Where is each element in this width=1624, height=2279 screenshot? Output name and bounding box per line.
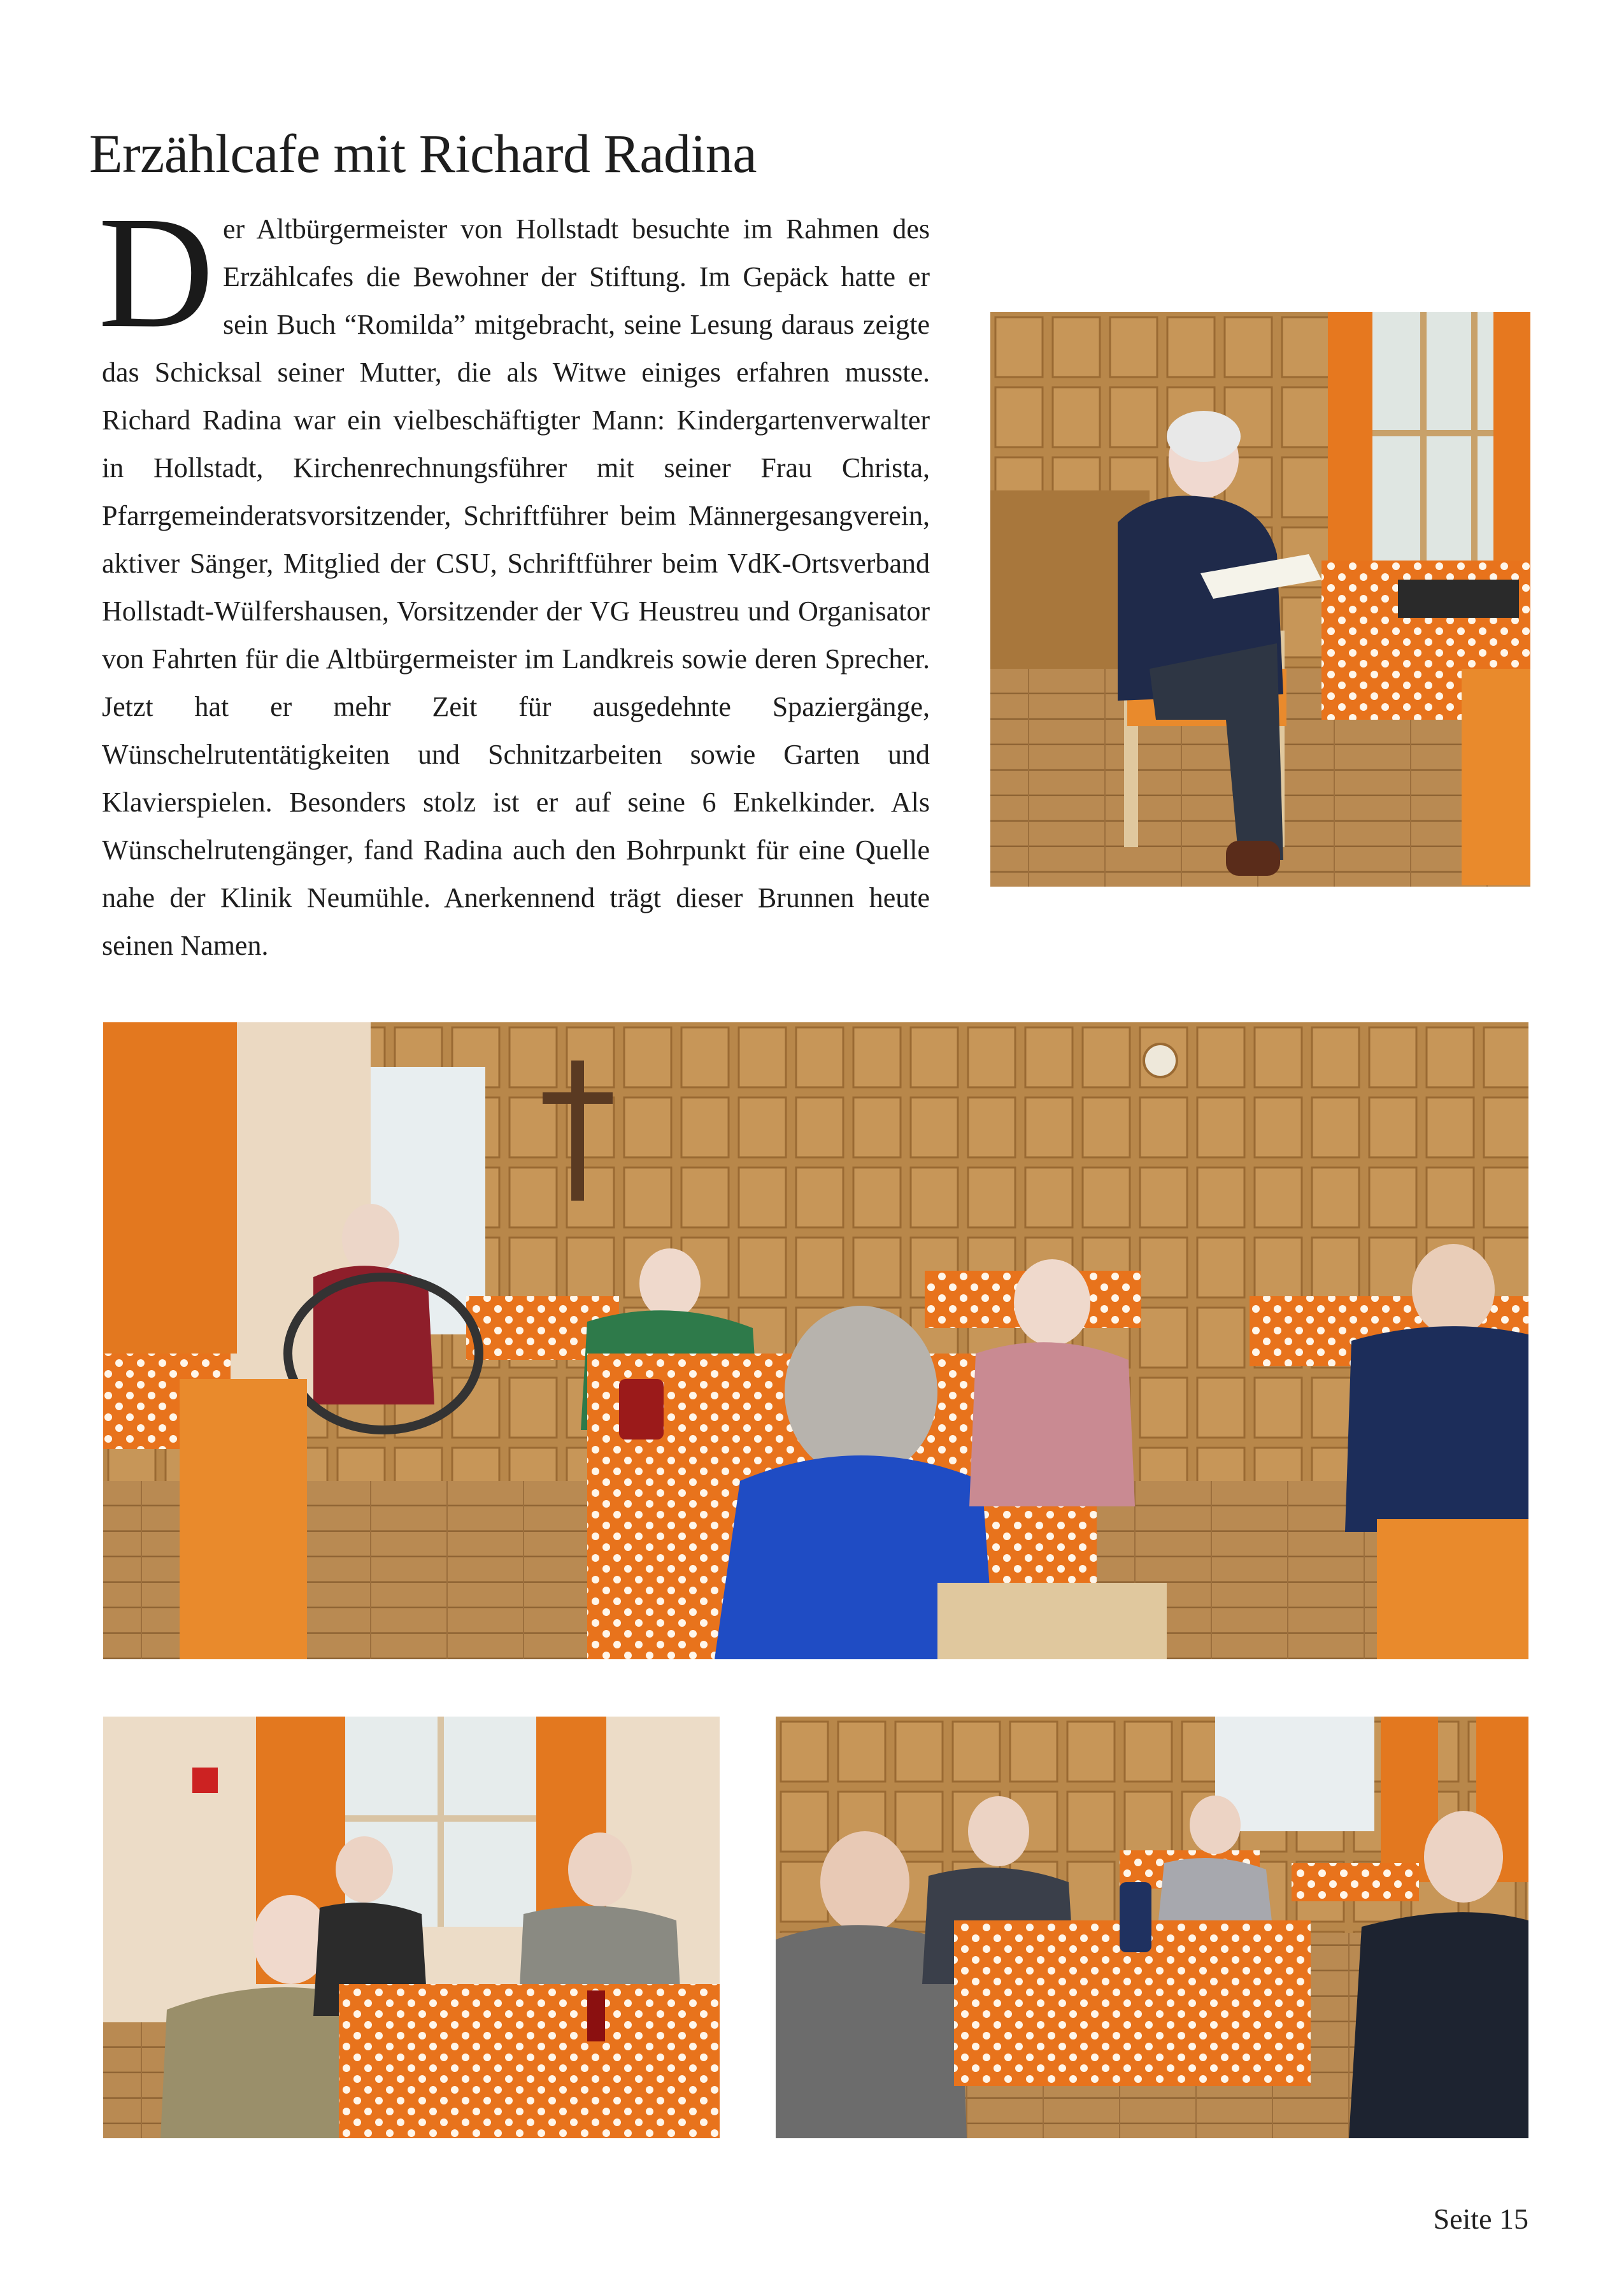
page-number: Seite 15 — [1433, 2203, 1528, 2235]
article-body — [98, 183, 930, 969]
article-title: Erzählcafe mit Richard Radina — [89, 123, 757, 184]
drop-cap: D — [98, 183, 214, 361]
article-text: er Altbürgermeister von Hollstadt besuchte im Rahmen des Erzählcafes die Bewohner der Stiftung. Im Gepäck hatte er sein Buch “Romilda” mitgebracht, seine Lesung daraus zeigte das Schicksal seiner Mutter, die als Witwe einiges erfahren musste. Richard Radina war ein vielbeschäftigter Mann: Kindergartenverwalter in Hollstadt, Kirchenrechnungsführer mit seiner Frau Christa, Pfarrgemeinderatsvorsitzender, Schriftführer beim Männergesangverein, aktiver Sänger, Mitglied der CSU, Schriftführer beim VdK-Ortsverband Hollstadt-Wülfershausen, Vorsitzender der VG Heustreu und Organisator von Fahrten für die Altbürgermeister im Landkreis sowie deren Sprecher. Jetzt hat er mehr Zeit für ausgedehnte Spaziergänge, Wünschelrutentätigkeiten und Schnitzarbeiten sowie Garten und Klavierspielen. Besonders stolz ist er auf seine 6 Enkelkinder. Als Wünschelrutengänger, fand Radina auch den Bohrpunkt für eine Quelle nahe der Klinik Neumühle. Anerkennend trägt dieser Brunnen heute seinen Namen. — [102, 213, 930, 961]
photo-residents-window — [103, 1717, 720, 2138]
photo-speaker-reading — [990, 312, 1530, 887]
photo-residents-room — [776, 1717, 1528, 2138]
photo-dining-room — [103, 1022, 1528, 1659]
